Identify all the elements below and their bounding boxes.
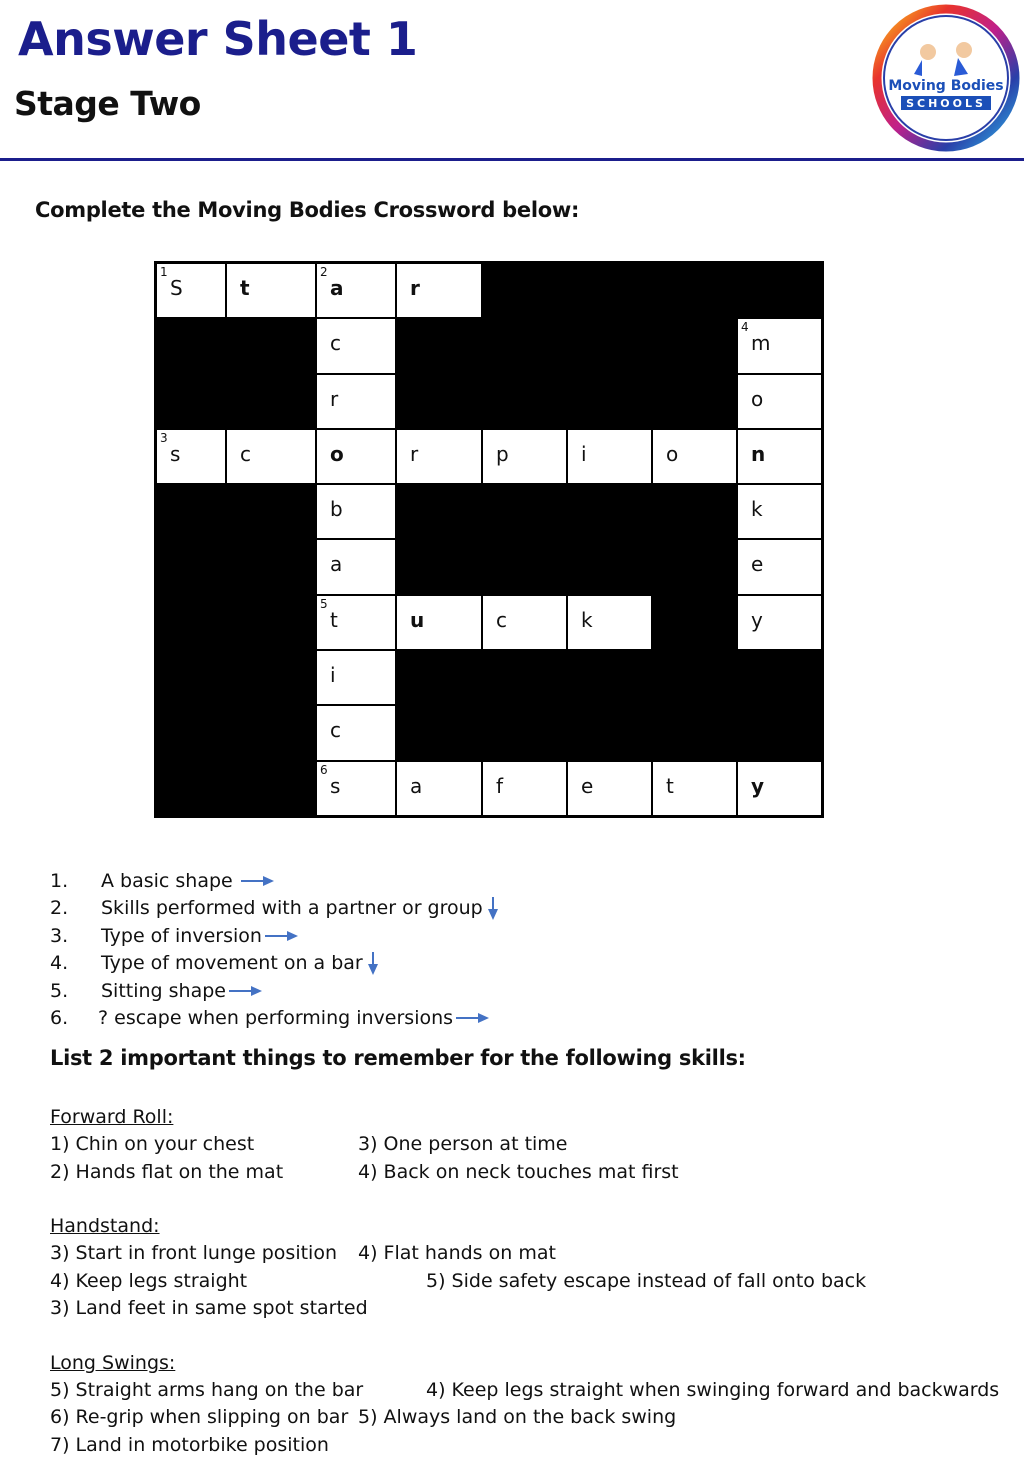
blocked-cell xyxy=(226,318,316,373)
cell-letter: i xyxy=(581,441,587,466)
clue-item-number: 2. xyxy=(50,897,69,920)
blocked-cell xyxy=(156,318,226,373)
cell-letter: a xyxy=(410,773,423,798)
crossword-cell[interactable] xyxy=(652,761,737,816)
arrow-right-icon xyxy=(241,874,275,888)
blocked-cell xyxy=(652,705,737,760)
crossword-cell[interactable] xyxy=(737,484,822,539)
cell-letter: c xyxy=(496,607,507,632)
crossword-cell[interactable] xyxy=(482,429,567,484)
blocked-cell xyxy=(737,705,822,760)
crossword-cell[interactable] xyxy=(737,761,822,816)
blocked-cell xyxy=(482,374,567,429)
blocked-cell xyxy=(652,374,737,429)
cell-letter: a xyxy=(330,552,343,577)
crossword-cell[interactable] xyxy=(316,263,396,318)
crossword-cell[interactable] xyxy=(737,374,822,429)
blocked-cell xyxy=(652,318,737,373)
blocked-cell xyxy=(652,650,737,705)
blocked-cell xyxy=(652,484,737,539)
blocked-cell xyxy=(156,705,226,760)
crossword-cell[interactable] xyxy=(316,374,396,429)
cell-letter: k xyxy=(751,497,763,522)
forward-roll-point: 2) Hands flat on the mat xyxy=(50,1161,284,1183)
handstand-point: 4) Keep legs straight xyxy=(50,1270,248,1292)
cell-letter: s xyxy=(170,441,181,466)
crossword-cell[interactable] xyxy=(737,429,822,484)
crossword-cell[interactable] xyxy=(156,263,226,318)
blocked-cell xyxy=(226,705,316,760)
cell-letter: k xyxy=(581,607,593,632)
cell-letter: o xyxy=(330,441,344,466)
blocked-cell xyxy=(652,539,737,594)
blocked-cell xyxy=(156,374,226,429)
blocked-cell xyxy=(226,650,316,705)
handstand-point: 3) Land feet in same spot started xyxy=(50,1297,368,1319)
blocked-cell xyxy=(156,484,226,539)
crossword-cell[interactable] xyxy=(316,761,396,816)
blocked-cell xyxy=(567,374,652,429)
cell-letter: b xyxy=(330,497,343,522)
page-subtitle: Stage Two xyxy=(14,84,201,123)
crossword-cell[interactable] xyxy=(482,595,567,650)
clue-item-number: 1. xyxy=(50,870,69,892)
crossword-grid xyxy=(154,261,824,818)
logo-text-bottom: SCHOOLS xyxy=(906,97,986,110)
forward-roll-point: 1) Chin on your chest xyxy=(50,1133,255,1155)
handstand-point: 5) Side safety escape instead of fall onto back xyxy=(426,1270,867,1292)
crossword-cell[interactable] xyxy=(482,761,567,816)
cell-letter: e xyxy=(581,773,594,798)
clue-number: 4 xyxy=(741,320,749,335)
blocked-cell xyxy=(156,761,226,816)
arrow-down-icon xyxy=(486,897,500,921)
clue-number: 5 xyxy=(320,596,328,611)
cell-letter: c xyxy=(240,441,251,466)
blocked-cell xyxy=(156,595,226,650)
crossword-cell[interactable] xyxy=(396,595,482,650)
blocked-cell xyxy=(396,318,482,373)
clue-item-number: 4. xyxy=(50,952,69,975)
blocked-cell xyxy=(156,650,226,705)
blocked-cell xyxy=(396,539,482,594)
cell-letter: t xyxy=(666,773,674,798)
blocked-cell xyxy=(226,761,316,816)
crossword-cell[interactable] xyxy=(316,595,396,650)
blocked-cell xyxy=(396,705,482,760)
blocked-cell xyxy=(226,374,316,429)
blocked-cell xyxy=(737,650,822,705)
clue-number: 3 xyxy=(160,430,168,445)
clue-number: 6 xyxy=(320,762,328,777)
blocked-cell xyxy=(567,650,652,705)
arrow-right-icon xyxy=(456,1011,490,1025)
blocked-cell xyxy=(567,705,652,760)
blocked-cell xyxy=(226,539,316,594)
cell-letter: r xyxy=(410,441,419,466)
cell-letter: n xyxy=(751,441,766,466)
clue-item-text: Skills performed with a partner or group xyxy=(101,897,483,920)
cell-letter: S xyxy=(170,276,183,300)
crossword-cell[interactable] xyxy=(396,263,482,318)
blocked-cell xyxy=(396,484,482,539)
crossword-cell[interactable] xyxy=(567,595,652,650)
cell-letter: u xyxy=(410,607,425,632)
clue-item-number: 3. xyxy=(50,924,69,947)
cell-letter: s xyxy=(330,773,341,798)
cell-letter: o xyxy=(751,386,764,411)
cell-letter: t xyxy=(330,607,338,632)
clue-item-text: Type of movement on a bar xyxy=(101,952,363,975)
long-swings-point: 7) Land in motorbike position xyxy=(50,1434,329,1456)
blocked-cell xyxy=(567,484,652,539)
blocked-cell xyxy=(482,650,567,705)
forward-roll-point: 4) Back on neck touches mat first xyxy=(358,1161,679,1183)
blocked-cell xyxy=(396,374,482,429)
crossword-cell[interactable] xyxy=(316,318,396,373)
crossword-cell[interactable] xyxy=(316,539,396,594)
forward-roll-point: 3) One person at time xyxy=(358,1133,568,1155)
arrow-down-icon xyxy=(366,952,380,976)
blocked-cell xyxy=(567,263,652,318)
clue-item-text: Sitting shape xyxy=(101,979,226,1002)
clue-item-number: 5. xyxy=(50,979,69,1002)
crossword-cell[interactable] xyxy=(737,595,822,650)
blocked-cell xyxy=(482,484,567,539)
cell-letter: a xyxy=(330,276,344,300)
clue-item-text: A basic shape xyxy=(101,870,233,892)
crossword-cell[interactable] xyxy=(737,539,822,594)
handstand-point: 3) Start in front lunge position xyxy=(50,1242,338,1264)
blocked-cell xyxy=(652,595,737,650)
blocked-cell xyxy=(567,318,652,373)
cell-letter: p xyxy=(496,441,509,466)
long-swings-point: 5) Straight arms hang on the bar xyxy=(50,1379,364,1401)
crossword-cell[interactable] xyxy=(567,761,652,816)
clue-number: 1 xyxy=(160,265,168,279)
cell-letter: e xyxy=(751,552,764,577)
crossword-cell[interactable] xyxy=(226,263,316,318)
cell-letter: i xyxy=(330,663,336,688)
blocked-cell xyxy=(396,650,482,705)
blocked-cell xyxy=(652,263,737,318)
long-swings-point: 5) Always land on the back swing xyxy=(358,1406,677,1428)
arrow-right-icon xyxy=(265,929,299,943)
crossword-cell[interactable] xyxy=(396,429,482,484)
arrow-right-icon xyxy=(229,984,263,998)
cell-letter: c xyxy=(330,331,341,356)
clue-item-text: Type of inversion xyxy=(101,924,262,947)
blocked-cell xyxy=(226,484,316,539)
blocked-cell xyxy=(482,705,567,760)
cell-letter: f xyxy=(496,773,504,798)
cell-letter: y xyxy=(751,773,765,798)
cell-letter: y xyxy=(751,607,763,632)
cell-letter: r xyxy=(330,386,339,411)
cell-letter: r xyxy=(410,276,420,300)
moving-bodies-logo xyxy=(868,2,1024,152)
blocked-cell xyxy=(737,263,822,318)
crossword-cell[interactable] xyxy=(737,318,822,373)
crossword-cell[interactable] xyxy=(396,761,482,816)
crossword-cell[interactable] xyxy=(226,429,316,484)
long-swings-point: 6) Re-grip when slipping on bar xyxy=(50,1406,349,1428)
crossword-instruction: Complete the Moving Bodies Crossword below: xyxy=(35,198,580,222)
crossword-cell[interactable] xyxy=(316,429,396,484)
long-swings-heading: Long Swings: xyxy=(50,1352,176,1374)
cell-letter: c xyxy=(330,718,341,743)
cell-letter: t xyxy=(240,276,250,300)
blocked-cell xyxy=(482,539,567,594)
clue-item-number: 6. xyxy=(50,1006,69,1029)
blocked-cell xyxy=(226,595,316,650)
crossword-cell[interactable] xyxy=(567,429,652,484)
handstand-heading: Handstand: xyxy=(50,1215,160,1237)
crossword-cell[interactable] xyxy=(316,650,396,705)
clue-number: 2 xyxy=(320,265,328,279)
logo-text-top: Moving Bodies xyxy=(888,78,1004,94)
crossword-cell[interactable] xyxy=(316,484,396,539)
crossword-cell[interactable] xyxy=(156,429,226,484)
cell-letter: o xyxy=(666,441,679,466)
handstand-point: 4) Flat hands on mat xyxy=(358,1242,556,1264)
skills-heading: List 2 important things to remember for the following skills: xyxy=(50,1046,746,1070)
long-swings-point: 4) Keep legs straight when swinging forward and backwards xyxy=(426,1379,1000,1401)
crossword-cell[interactable] xyxy=(652,429,737,484)
page-title: Answer Sheet 1 xyxy=(18,12,418,66)
blocked-cell xyxy=(567,539,652,594)
clue-item-text: ? escape when performing inversions xyxy=(98,1006,454,1029)
header-divider xyxy=(0,158,1024,161)
blocked-cell xyxy=(482,318,567,373)
cell-letter: m xyxy=(751,331,771,356)
blocked-cell xyxy=(156,539,226,594)
crossword-cell[interactable] xyxy=(316,705,396,760)
forward-roll-heading: Forward Roll: xyxy=(50,1106,174,1128)
blocked-cell xyxy=(482,263,567,318)
